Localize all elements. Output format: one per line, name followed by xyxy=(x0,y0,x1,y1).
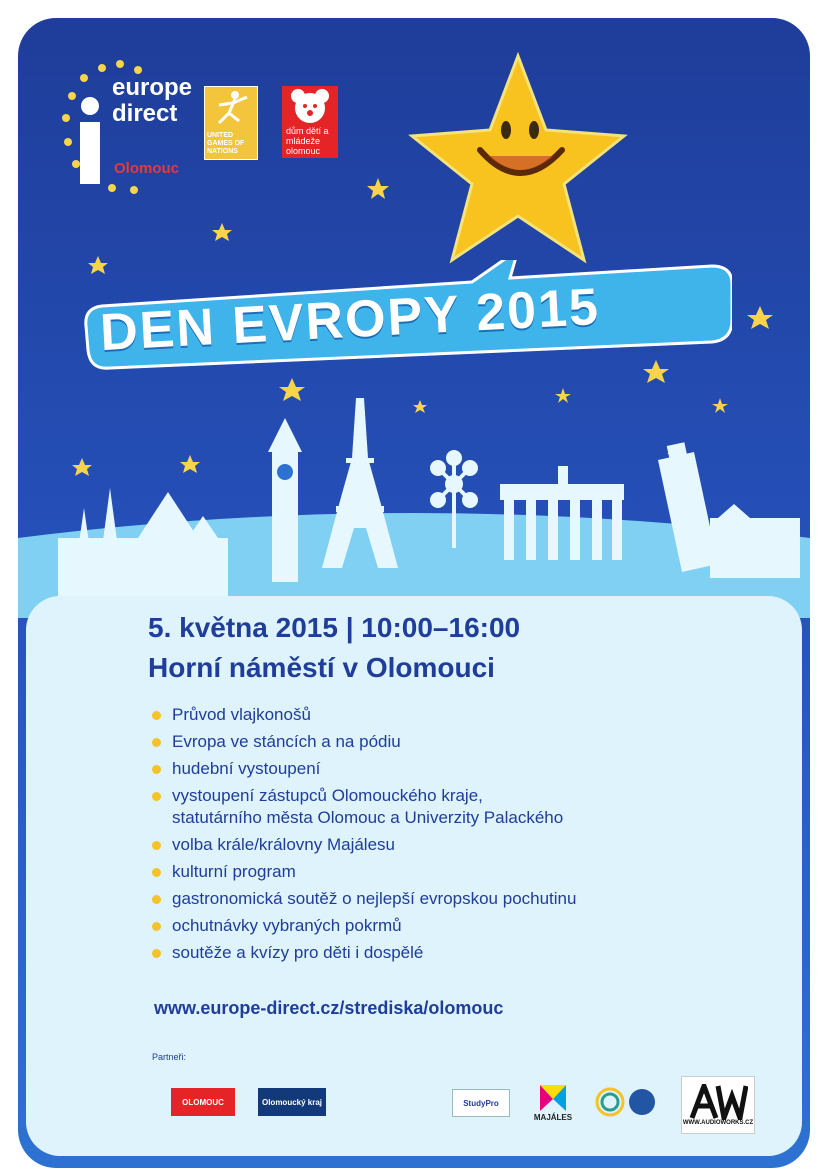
partner-majales-text: MAJÁLES xyxy=(533,1112,573,1122)
list-item-continuation: statutárního města Olomouc a Univerzity Palackého xyxy=(172,808,564,827)
poster-background xyxy=(18,18,810,1168)
list-item: volba krále/královny Majálesu xyxy=(152,834,576,856)
united-games-logo xyxy=(204,86,258,160)
list-item: hudební vystoupení xyxy=(152,758,576,780)
list-item: soutěže a kvízy pro děti i dospělé xyxy=(152,942,576,964)
partner-audioworks-text: WWW.AUDIOWORKS.CZ xyxy=(682,1120,754,1126)
list-item: kulturní program xyxy=(152,861,576,883)
europe-direct-word-1: europe xyxy=(112,74,193,101)
list-item: Průvod vlajkonošů xyxy=(152,704,576,726)
event-date: 5. května 2015 | 10:00–16:00 xyxy=(148,612,521,643)
partner-olomouc-text: OLOMOUC xyxy=(182,1097,224,1107)
partner-audioworks-logo xyxy=(681,1076,755,1134)
list-item: Evropa ve stáncích a na pódiu xyxy=(152,731,576,753)
bullet-icon xyxy=(152,738,161,747)
smiling-star-icon xyxy=(412,56,624,260)
united-games-label: UNITED GAMES OF NATIONS xyxy=(207,132,245,155)
ddm-logo xyxy=(282,86,338,158)
ddm-label: dům dětí a mládeže olomouc xyxy=(286,126,329,156)
partner-kraj-text: Olomoucký kraj xyxy=(261,1097,323,1107)
teddy-bear-icon xyxy=(282,86,338,126)
partner-kraj-logo xyxy=(258,1088,326,1116)
european-skyline xyxy=(18,388,810,618)
partner-olomouc-logo xyxy=(171,1088,235,1116)
list-item: ochutnávky vybraných pokrmů xyxy=(152,915,576,937)
partner-circle-logos xyxy=(594,1086,658,1118)
castle-icon xyxy=(710,518,800,578)
big-ben-icon xyxy=(268,418,302,582)
europe-direct-logo xyxy=(50,56,210,196)
list-item: vystoupení zástupců Olomouckého kraje, statutárního města Olomouc a Univerzity Palackého xyxy=(152,785,576,829)
aw-icon xyxy=(688,1084,748,1120)
bullet-icon xyxy=(152,792,161,801)
bullet-icon xyxy=(152,895,161,904)
partner-studypro-logo xyxy=(452,1089,510,1117)
partners-label: Partneři: xyxy=(152,1052,187,1062)
program-list xyxy=(152,704,576,969)
europe-direct-city: Olomouc xyxy=(114,160,180,177)
event-place: Horní náměstí v Olomouci xyxy=(148,652,495,683)
bullet-icon xyxy=(152,841,161,850)
majales-m-icon xyxy=(538,1083,568,1113)
website-link[interactable]: www.europe-direct.cz/strediska/olomouc xyxy=(154,998,504,1018)
banner-title: DEN EVROPY 2015 xyxy=(98,277,602,363)
europe-direct-word-2: direct xyxy=(112,100,178,127)
bullet-icon xyxy=(152,949,161,958)
list-item: gastronomická soutěž o nejlepší evropskou pochutinu xyxy=(152,888,576,910)
bullet-icon xyxy=(152,765,161,774)
bullet-icon xyxy=(152,868,161,877)
bullet-icon xyxy=(152,922,161,931)
dancer-icon xyxy=(205,87,257,127)
partner-majales-logo xyxy=(532,1076,574,1128)
circle-logos-icon xyxy=(594,1086,658,1118)
partner-studypro-text: StudyPro xyxy=(463,1098,499,1108)
bullet-icon xyxy=(152,711,161,720)
cathedral-icon xyxy=(58,488,228,598)
